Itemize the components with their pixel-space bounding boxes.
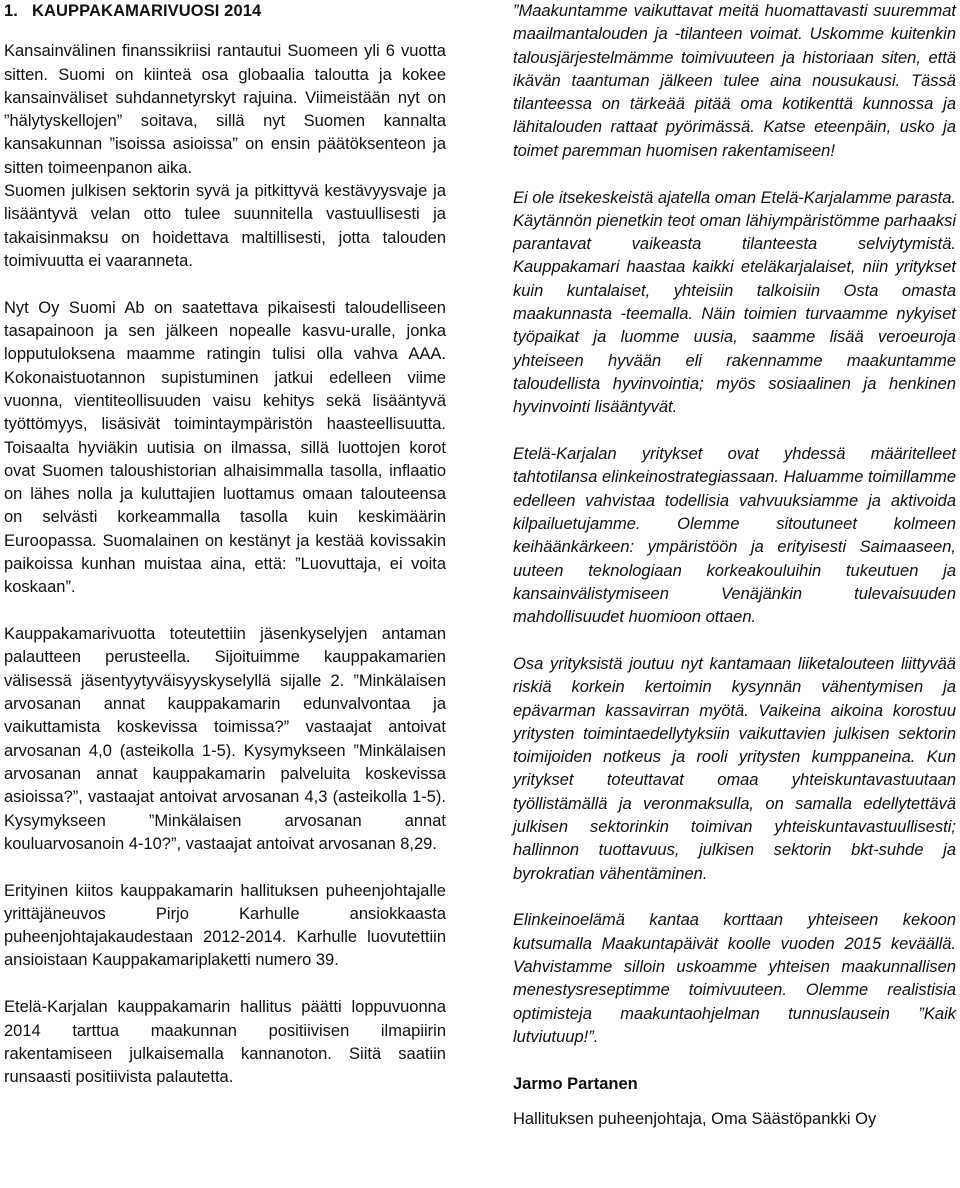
left-column <box>4 0 446 1113</box>
paragraph-thanks-chair: Erityinen kiitos kauppakamarin hallituksen puheenjohtajalle yrittäjäneuvos Pirjo Karhulle ansiokkaasta puheenjohtajakaudestaan 2012-2014. Karhulle luovutettiin ansioistaan Kauppakamariplaketti numero 39. <box>4 881 446 970</box>
section-title: KAUPPAKAMARIVUOSI 2014 <box>32 2 262 20</box>
right-column <box>513 0 956 1131</box>
quote-paragraph-strategy: Etelä-Karjalan yritykset ovat yhdessä määritelleet tahtotilansa elinkeinostrategiassaan. Haluamme toimillamme edelleen vahvistaa todellisia vahvuuksiamme ja aktivoida kilpailuetujamme. Olemme sitoutuneet kolmeen keihäänkärkeen: ympäristöön ja erityisesti Saimaaseen, uuteen teknologiaan korkeakouluihin tukeutuen ja kansainvälistymiseen Venäjänkin tulevaisuuden mahdollisuudet huomioon ottaen. <box>513 445 956 627</box>
paragraph-financial-crisis: Kansainvälinen finanssikriisi rantautui Suomeen yli 6 vuotta sitten. Suomi on kiinteä osa globaalia taloutta ja kokee kansainväliset suhdannetyrskyt rajuina. Viimeistään nyt on ”hälytyskellojen” soitava, sillä nyt Suomen kannalta kansakunnan ”isoissa asioissa” on ensin päätöksenteon ja sitten toimeenpanon aika. <box>4 42 446 177</box>
signature-title: Hallituksen puheenjohtaja, Oma Säästöpankki Oy <box>513 1109 877 1128</box>
quote-paragraph-public-sector: Osa yrityksistä joutuu nyt kantamaan liiketalouteen liittyvää riskiä korkein kertoimin kysynnän vähentymisen ja epävarman kassavirran myötä. Vaikeina aikoina korostuu yritysten toimintaedellytyksiin vaikuttavien julkisen sektorin toimijoiden notkeus ja rooli yritysten kumppaneina. Kun yritykset toteuttavat omaa yhteiskuntavastuutaan työllistämällä ja veronmaksulla, on samalla edellytettävä julkisen sektorinkin toimivan yhteiskuntavastuullisesti; hallinnon tuottavuus, julkisen sektorin bkt-suhde ja byrokratian vähentäminen. <box>513 654 956 883</box>
signature-name: Jarmo Partanen <box>513 1074 638 1093</box>
section-number: 1. <box>4 2 18 20</box>
paragraph-sustainability-gap: Suomen julkisen sektorin syvä ja pitkittyvä kestävyysvaje ja lisääntyvä velan otto tulee suunnitella vastuullisesti ja takaisinmaksu on hoidettava maltillisesti, jotta talouden toimivuutta ei vaaranneta. <box>4 182 446 270</box>
paragraph-board-statement: Etelä-Karjalan kauppakamarin hallitus päätti loppuvuonna 2014 tarttua maakunnan positiivisen ilmapiirin rakentamiseen julkaisemalla kannanoton. Siitä saatiin runsaasti positiivista palautetta. <box>4 998 446 1087</box>
quote-paragraph-buy-local: Ei ole itsekeskeistä ajatella oman Etelä-Karjalamme parasta. Käytännön pienetkin teot oman lähiympäristömme parhaaksi parantavat vaikeasta tilanteesta selviytymistä. Kauppakamari haastaa kaikki eteläkarjalaiset, niin yritykset kuin kuntalaiset, yhteisiin talkoisiin Osta omasta maakunnasta -teemalla. Näin toimien turvaamme nykyiset työpaikat ja luomme uusia, saamme lisää veroeuroja yhteiseen hyvään eli rakennamme maakuntamme taloudellista hyvinvointia; myös sosiaalinen ja henkinen hyvinvointi lisääntyvät. <box>513 188 956 417</box>
quote-paragraph-regional-days: Elinkeinoelämä kantaa korttaan yhteiseen kekoon kutsumalla Maakuntapäivät koolle vuoden 2015 keväällä. Vahvistamme silloin uskoamme yhteisen maakunnallisen menestysreseptimme toimivuuteen. Olemme realistisia optimisteja maakuntaohjelman tunnuslausein ”Kaik lutviutuup!”. <box>513 911 956 1046</box>
paragraph-member-survey: Kauppakamarivuotta toteutettiin jäsenkyselyjen antaman palautteen perusteella. Sijoituimme kauppakamarien välisessä jäsentyytyväisyyskyselyllä sijalle 2. ”Minkälaisen arvosanan annat kauppakamarin edunvalvontaa ja vaikuttamista koskevissa toimissa?” vastaajat antoivat arvosanan 4,0 (asteikolla 1-5). Kysymykseen ”Minkälaisen arvosanan annat kauppakamarin palveluita koskevissa asioissa?”, vastaajat antoivat arvosanan 4,3 (asteikolla 1-5). Kysymykseen ”Minkälaisen arvosanan annat kouluarvosanoin 4-10?”, vastaajat antoivat arvosanan 8,29. <box>4 625 446 853</box>
section-heading <box>4 0 446 23</box>
paragraph-economic-situation: Nyt Oy Suomi Ab on saatettava pikaisesti taloudelliseen tasapainoon ja sen jälkeen nopealle kasvu-uralle, jonka lopputuloksena maamme ratingin tulisi olla vahva AAA. Kokonaistuotannon supistuminen jatkui edelleen viime vuonna, vientiteollisuuden vaisu kehitys sekä lisääntyvä työttömyys, lisäsivät toimintaympäristön haasteellisuutta. Toisaalta hyviäkin uutisia on ilmassa, sillä luottojen korot ovat Suomen taloushistorian alhaisimmalla tasolla, inflaatio on lähes nolla ja kuluttajien luottamus omaan talouteensa on selvästi korkeammalla tasolla kuin keskimäärin Euroopassa. Suomalainen on kestänyt ja kestää kovissakin paikoissa kunhan muistaa aina, että: ”Luovuttaja, ei voita koskaan”. <box>4 298 446 597</box>
quote-paragraph-world-economy: ”Maakuntamme vaikuttavat meitä huomattavasti suuremmat maailmantalouden ja -tilanteen voimat. Uskomme kuitenkin talousjärjestelmämme toimivuuteen ja historiaan siten, että ikävän taantuman jälkeen tulee aina nousukausi. Tässä tilanteessa on tärkeää pitää oma kotikenttä kunnossa ja lähitalouden rattaat pyörimässä. Katse eteenpäin, usko ja toimet paremman huomisen rakentamiseen! <box>513 2 956 160</box>
